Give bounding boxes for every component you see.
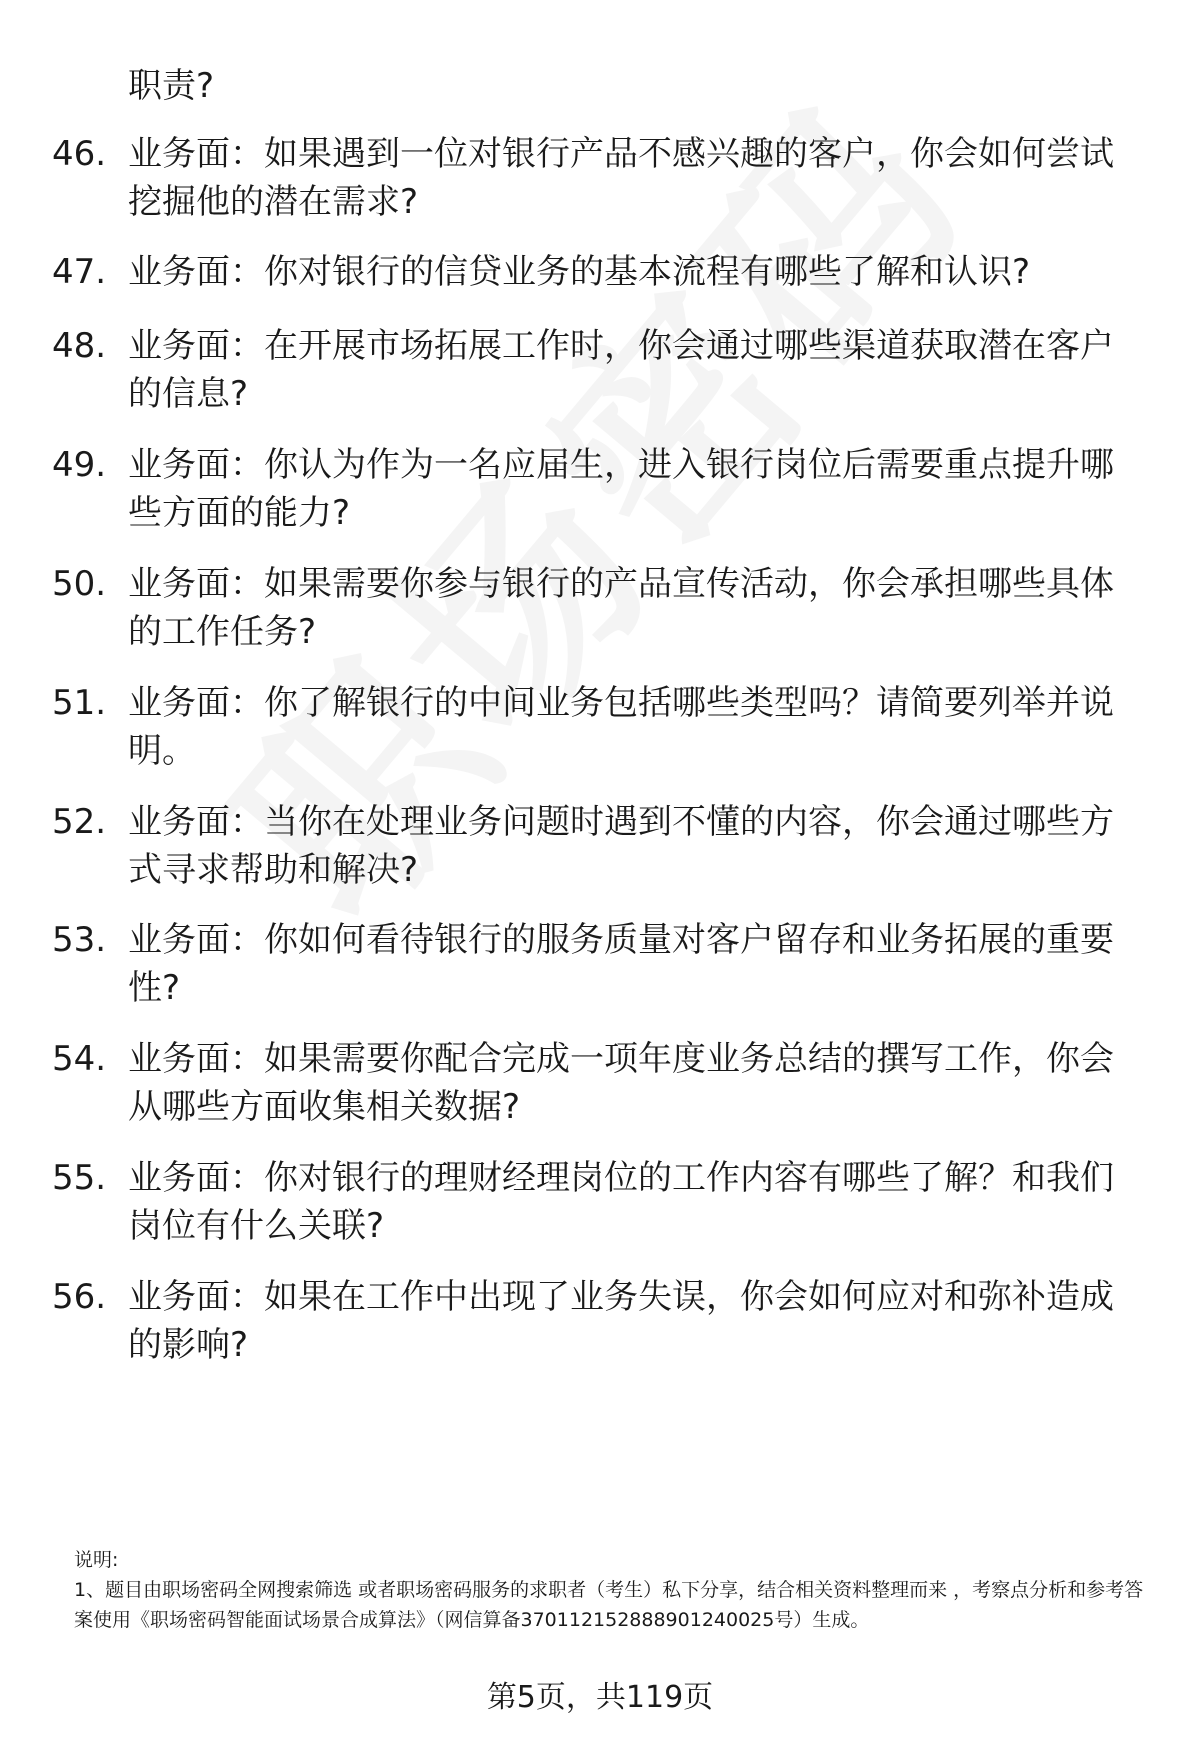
question-continuation: 职责? (128, 66, 215, 106)
question-number: 49. (52, 445, 107, 485)
question-item (52, 1035, 1152, 1131)
question-item (52, 560, 1152, 656)
question-number: 55. (52, 1158, 107, 1198)
question-item (52, 322, 1152, 418)
question-text: 业务面：你如何看待银行的服务质量对客户留存和业务拓展的重要性? (128, 920, 1114, 1008)
page-footer: 第5页，共119页 (486, 1680, 714, 1715)
question-item (52, 130, 1152, 226)
question-text: 业务面：如果在工作中出现了业务失误，你会如何应对和弥补造成的影响? (128, 1277, 1114, 1365)
question-text: 业务面：如果需要你配合完成一项年度业务总结的撰写工作，你会从哪些方面收集相关数据? (128, 1039, 1114, 1127)
question-number: 47. (52, 252, 107, 292)
question-number: 53. (52, 920, 107, 960)
question-item (52, 916, 1152, 1012)
question-number: 48. (52, 326, 107, 366)
question-item (52, 1273, 1152, 1369)
question-item (52, 248, 1152, 296)
question-text: 业务面：你认为作为一名应届生，进入银行岗位后需要重点提升哪些方面的能力? (128, 445, 1114, 533)
question-number: 51. (52, 683, 107, 723)
question-text: 业务面：如果需要你参与银行的产品宣传活动，你会承担哪些具体的工作任务? (128, 564, 1114, 652)
question-item (52, 798, 1152, 894)
question-text: 业务面：在开展市场拓展工作时，你会通过哪些渠道获取潜在客户的信息? (128, 326, 1114, 414)
question-item (52, 1154, 1152, 1250)
question-text: 业务面：当你在处理业务问题时遇到不懂的内容，你会通过哪些方式寻求帮助和解决? (128, 802, 1114, 890)
question-item (52, 441, 1152, 537)
question-number: 46. (52, 134, 107, 174)
question-text: 业务面：你对银行的信贷业务的基本流程有哪些了解和认识? (128, 252, 1031, 292)
note-section (74, 1545, 1154, 1635)
question-text: 业务面：你对银行的理财经理岗位的工作内容有哪些了解？和我们岗位有什么关联? (128, 1158, 1114, 1246)
note-heading: 说明: (74, 1549, 119, 1571)
question-text: 业务面：如果遇到一位对银行产品不感兴趣的客户，你会如何尝试挖掘他的潜在需求? (128, 134, 1114, 222)
question-text: 业务面：你了解银行的中间业务包括哪些类型吗？请简要列举并说明。 (128, 683, 1114, 771)
question-item (52, 679, 1152, 775)
question-number: 52. (52, 802, 107, 842)
question-number: 54. (52, 1039, 107, 1079)
note-body: 1、题目由职场密码全网搜索筛选 或者职场密码服务的求职者（考生）私下分享，结合相关资料整理而来 ，考察点分析和参考答案使用《职场密码智能面试场景合成算法》（网信算备370112152888901240025号）生成。 (74, 1579, 1144, 1631)
question-number: 50. (52, 564, 107, 604)
question-number: 56. (52, 1277, 107, 1317)
